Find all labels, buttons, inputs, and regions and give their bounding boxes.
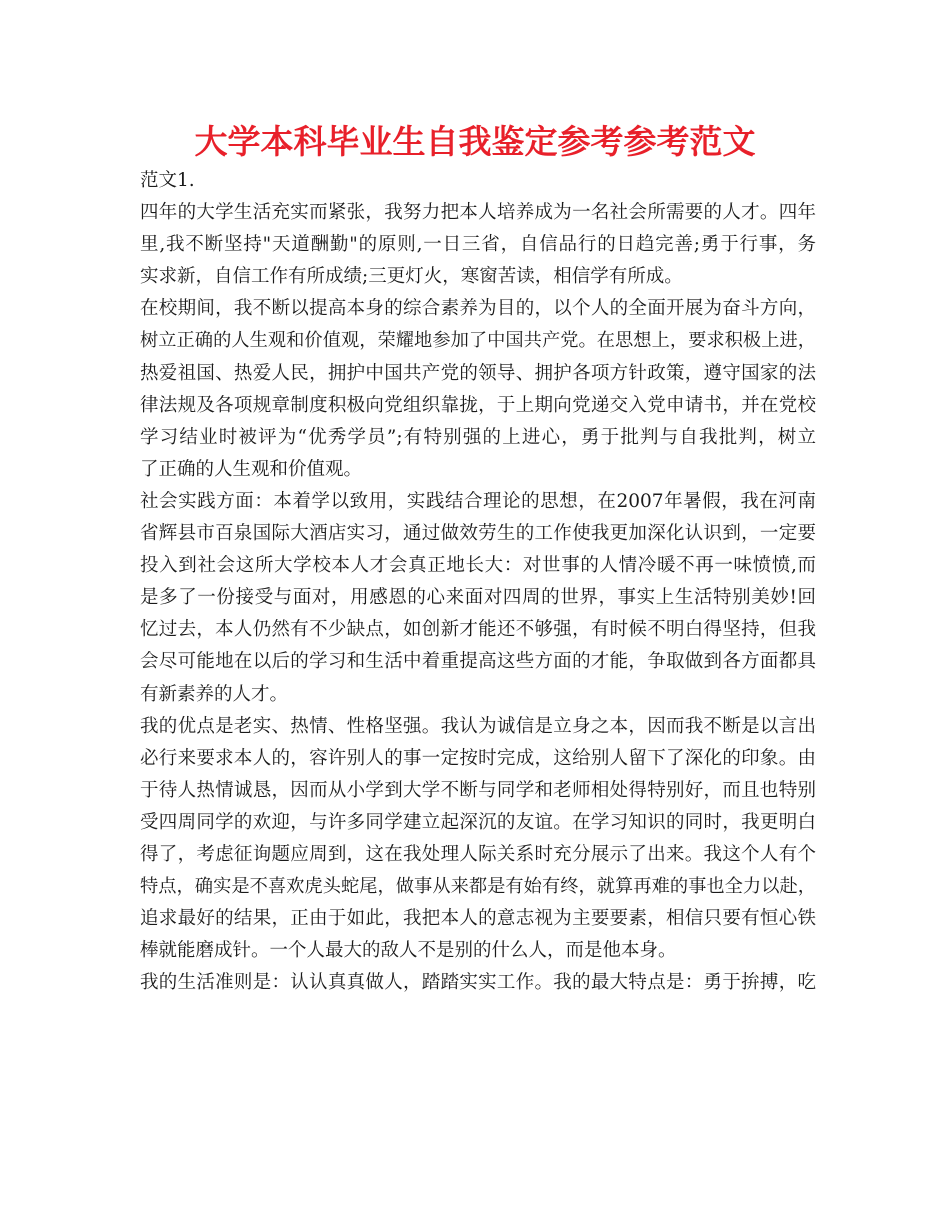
- document-title: 大学本科毕业生自我鉴定参考参考范文: [194, 122, 756, 161]
- text-line: 社会实践方面：本着学以致用，实践结合理论的思想，在2007年暑假，我在河南: [140, 490, 816, 512]
- text-line: 我的生活准则是：认认真真做人，踏踏实实工作。我的最大特点是：勇于拚搏，吃: [140, 972, 816, 994]
- text-line: 特点，确实是不喜欢虎头蛇尾，做事从来都是有始有终，就算再难的事也全力以赴，: [140, 876, 816, 898]
- text-line: 了正确的人生观和价值观。: [140, 458, 363, 480]
- text-line: 会尽可能地在以后的学习和生活中着重提高这些方面的才能，争取做到各方面都具: [140, 651, 816, 673]
- text-line: 学习结业时被评为“优秀学员”;有特别强的上进心，勇于批判与自我批判，树立: [140, 426, 816, 448]
- text-line: 热爱祖国、热爱人民，拥护中国共产党的领导、拥护各项方针政策，遵守国家的法: [140, 362, 816, 384]
- text-line: 得了，考虑征询题应周到，这在我处理人际关系时充分展示了出来。我这个人有个: [140, 843, 816, 865]
- document-body: [140, 165, 816, 999]
- text-line: 树立正确的人生观和价值观，荣耀地参加了中国共产党。在思想上，要求积极上进，: [140, 330, 816, 352]
- text-line: 投入到社会这所大学校本人才会真正地长大：对世事的人情冷暖不再一味愤愤,而: [140, 555, 816, 577]
- text-line: 棒就能磨成针。一个人最大的敌人不是别的什么人，而是他本身。: [140, 940, 677, 962]
- text-line: 必行来要求本人的，容许别人的事一定按时完成，这给别人留下了深化的印象。由: [140, 747, 816, 769]
- text-line: 实求新，自信工作有所成绩;三更灯火，寒窗苦读，相信学有所成。: [140, 266, 683, 288]
- text-line: 在校期间，我不断以提高本身的综合素养为目的，以个人的全面开展为奋斗方向，: [140, 298, 816, 320]
- text-line: 我的优点是老实、热情、性格坚强。我认为诚信是立身之本，因而我不断是以言出: [140, 715, 816, 737]
- text-line: 于待人热情诚恳，因而从小学到大学不断与同学和老师相处得特别好，而且也特别: [140, 779, 816, 801]
- text-line: 四年的大学生活充实而紧张，我努力把本人培养成为一名社会所需要的人才。四年: [140, 202, 816, 224]
- text-line: 里,我不断坚持"天道酬勤"的原则,一日三省，自信品行的日趋完善;勇于行事，务: [140, 234, 816, 256]
- text-line: 律法规及各项规章制度积极向党组织靠拢，于上期向党递交入党申请书，并在党校: [140, 394, 816, 416]
- text-line: 追求最好的结果，正由于如此，我把本人的意志视为主要要素，相信只要有恒心铁: [140, 908, 816, 930]
- text-line: 是多了一份接受与面对，用感恩的心来面对四周的世界，事实上生活特别美妙!回: [140, 587, 816, 609]
- text-line: 受四周同学的欢迎，与许多同学建立起深沉的友谊。在学习知识的同时，我更明白: [140, 811, 816, 833]
- text-line: 范文1.: [140, 170, 195, 191]
- text-line: 省辉县市百泉国际大酒店实习，通过做效劳生的工作使我更加深化认识到，一定要: [140, 523, 816, 545]
- text-line: 有新素养的人才。: [140, 683, 289, 705]
- text-line: 忆过去，本人仍然有不少缺点，如创新才能还不够强，有时候不明白得坚持，但我: [140, 619, 816, 641]
